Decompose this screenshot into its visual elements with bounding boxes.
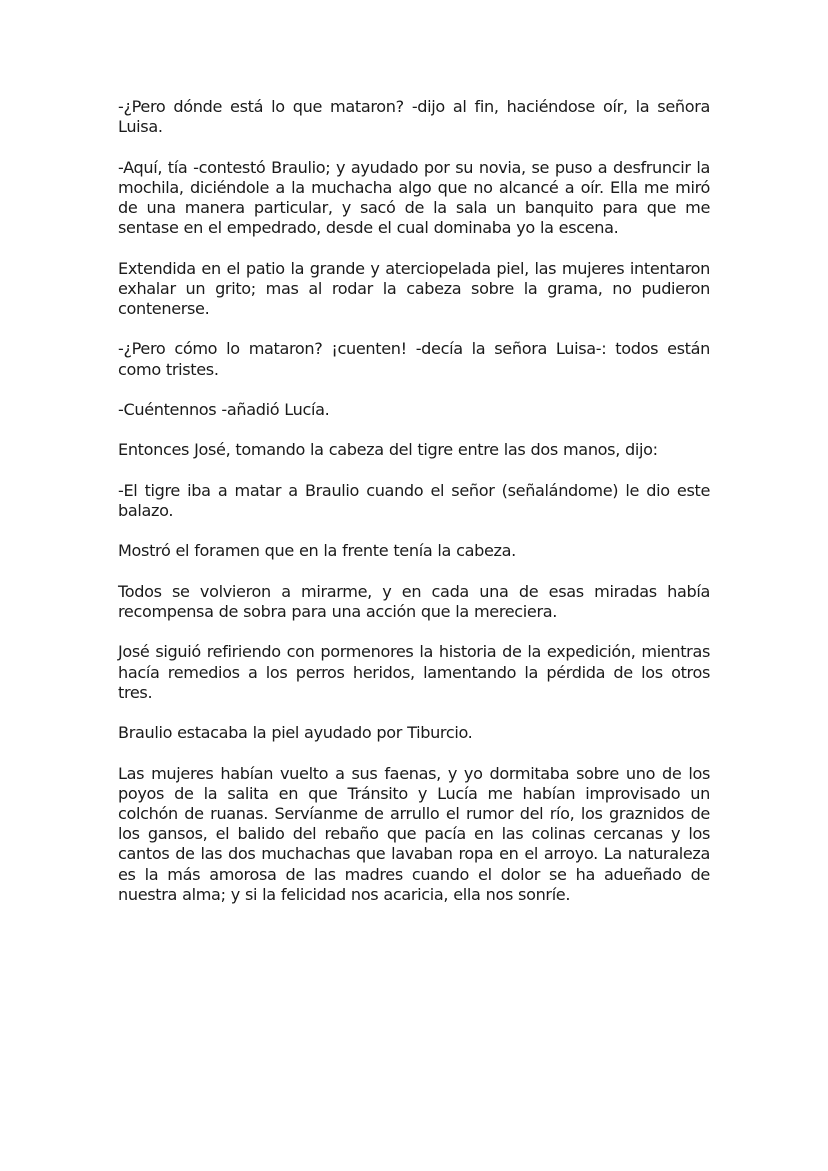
paragraph-8: Mostró el foramen que en la frente tenía la cabeza. <box>118 541 516 561</box>
paragraph-4: -¿Pero cómo lo mataron? ¡cuenten! -decía la señora Luisa-: todos están como tristes. <box>118 339 710 379</box>
paragraph-9: Todos se volvieron a mirarme, y en cada una de esas miradas había recompensa de sobra para una acción que la mereciera. <box>118 581 710 621</box>
paragraph-12: Las mujeres habían vuelto a sus faenas, y yo dormitaba sobre uno de los poyos de la salita en que Tránsito y Lucía me habían improvisado un colchón de ruanas. Servíanme de arrullo el rumor del río, los graznidos de los gansos, el balido del rebaño que pacía en las colinas cercanas y los cantos de las dos muchachas que lavaban ropa en el arroyo. La naturaleza es la más amorosa de las madres cuando el dolor se ha adueñado de nuestra alma; y si la felicidad nos acaricia, ella nos sonríe. <box>118 763 710 904</box>
paragraph-1: -¿Pero dónde está lo que mataron? -dijo al fin, haciéndose oír, la señora Luisa. <box>118 97 710 137</box>
paragraph-3: Extendida en el patio la grande y aterciopelada piel, las mujeres intentaron exhalar un grito; mas al rodar la cabeza sobre la grama, no pudieron contenerse. <box>118 258 710 318</box>
paragraph-2: -Aquí, tía -contestó Braulio; y ayudado por su novia, se puso a desfruncir la mochila, diciéndole a la muchacha algo que no alcancé a oír. Ella me miró de una manera particular, y sacó de la sala un banquito para que me sentase en el empedrado, desde el cual dominaba yo la escena. <box>118 157 710 238</box>
paragraph-6: Entonces José, tomando la cabeza del tigre entre las dos manos, dijo: <box>118 440 658 460</box>
paragraph-7: -El tigre iba a matar a Braulio cuando el señor (señalándome) le dio este balazo. <box>118 480 710 520</box>
paragraph-10: José siguió refiriendo con pormenores la historia de la expedición, mientras hacía remedios a los perros heridos, lamentando la pérdida de los otros tres. <box>118 642 710 702</box>
paragraph-5: -Cuéntennos -añadió Lucía. <box>118 399 330 419</box>
document-page <box>118 97 710 925</box>
paragraph-11: Braulio estacaba la piel ayudado por Tiburcio. <box>118 723 473 743</box>
